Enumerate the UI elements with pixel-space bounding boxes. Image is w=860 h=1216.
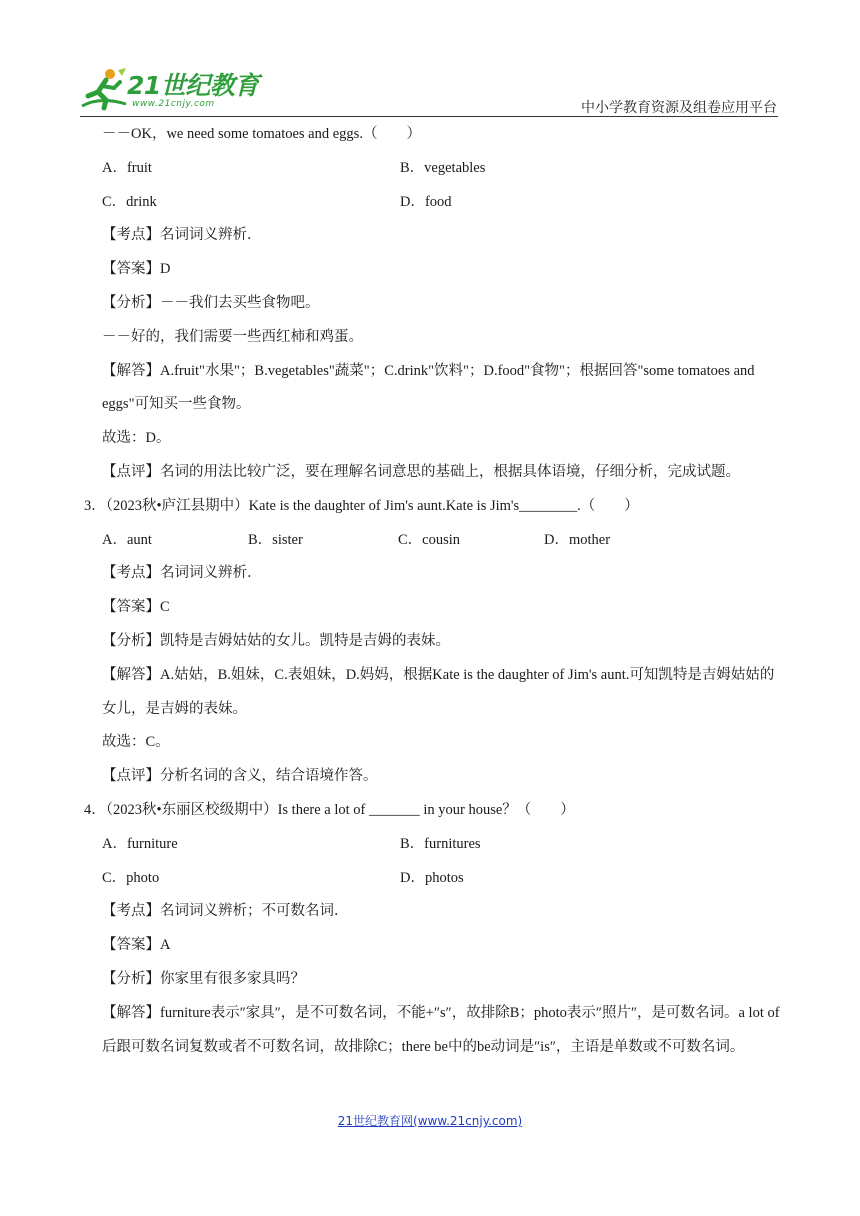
q2-analysis-2: －－好的，我们需要一些西红柿和鸡蛋。 [102,328,363,345]
footer-link[interactable]: 21世纪教育网(www.21cnjy.com) [337,1114,523,1128]
q2-option-a: A．fruit [102,159,152,176]
logo-url: www.21cnjy.com [132,99,215,109]
q3-answer: 【答案】C [102,599,170,616]
q3-option-d: D．mother [544,531,611,548]
q2-options-ab [84,152,784,186]
q4-options-cd [84,862,784,896]
q2-solution: 【解答】A.fruit"水果"；B.vegetables"蔬菜"；C.drink"饮料"；D.food"食物"；根据回答"some tomatoes and eggs"可知买一些食物。 [102,362,755,413]
q3-question: Kate is the daughter of Jim's aunt.Kate is Jim's________.（ ） [248,497,639,514]
q3-option-a: A．aunt [102,531,152,548]
q4-source: （2023秋•东丽区校级期中） [105,801,278,818]
q3-option-c: C．cousin [398,531,461,548]
runner-logo-icon [80,66,128,114]
q4-question: Is there a lot of _______ in your house？（ ） [277,801,575,818]
q3-choice: 故选：C。 [102,734,170,751]
q2-choice: 故选：D。 [102,430,171,447]
logo [80,66,259,116]
q3-kaodian: 【考点】名词词义辨析． [102,565,262,582]
q4-solution: 【解答】furniture表示″家具″，是不可数名词，不能+″s″，故排除B；photo表示″照片″，是可数名词。a lot of后跟可数名词复数或者不可数名词，故排除C；there be中的be动词是″is″，主语是单数或不可数名词。 [102,1004,780,1055]
q4-answer: 【答案】A [102,937,171,954]
q2-dialogue: －－OK，we need some tomatoes and eggs.（ ） [102,126,421,142]
q2-option-d: D．food [400,193,452,210]
q3-number: 3． [84,497,106,514]
q3-analysis: 【分析】凯特是吉姆姑姑的女儿。凯特是吉姆的表妹。 [102,632,450,649]
q3-source: （2023秋•庐江县期中） [105,497,249,514]
q2-analysis-1: 【分析】－－我们去买些食物吧。 [102,294,320,311]
q3-stem [84,490,784,524]
q4-option-b: B．furnitures [400,835,481,852]
q2-option-c: C．drink [102,193,157,210]
q4-analysis: 【分析】你家里有很多家具吗？ [102,970,305,987]
q3-option-b: B．sister [248,531,303,548]
q4-number: 4． [84,801,106,818]
q4-options-ab [84,828,784,862]
q2-answer: 【答案】D [102,261,171,278]
logo-text: 21世纪教育 [127,71,259,100]
q4-stem [84,794,784,828]
document-body [84,118,784,1064]
page-header [0,0,860,120]
q4-option-a: A．furniture [102,835,178,852]
q4-kaodian: 【考点】名词词义辨析；不可数名词． [102,903,349,920]
q4-option-c: C．photo [102,869,160,886]
q3-comment: 【点评】分析名词的含义，结合语境作答。 [102,768,378,785]
q2-option-b: B．vegetables [400,159,486,176]
q2-kaodian: 【考点】名词词义辨析． [102,227,262,244]
platform-name: 中小学教育资源及组卷应用平台 [581,100,777,116]
q3-solution: 【解答】A.姑姑，B.姐妹，C.表姐妹，D.妈妈，根据Kate is the daughter of Jim's aunt.可知凯特是吉姆姑姑的女儿，是吉姆的表妹。 [102,666,775,717]
q3-options [84,524,784,558]
page-footer [0,1112,860,1129]
q2-options-cd [84,186,784,220]
q2-comment: 【点评】名词的用法比较广泛，要在理解名词意思的基础上，根据具体语境，仔细分析，完成试题。 [102,463,740,480]
header-divider [80,116,778,117]
q4-option-d: D．photos [400,869,464,886]
